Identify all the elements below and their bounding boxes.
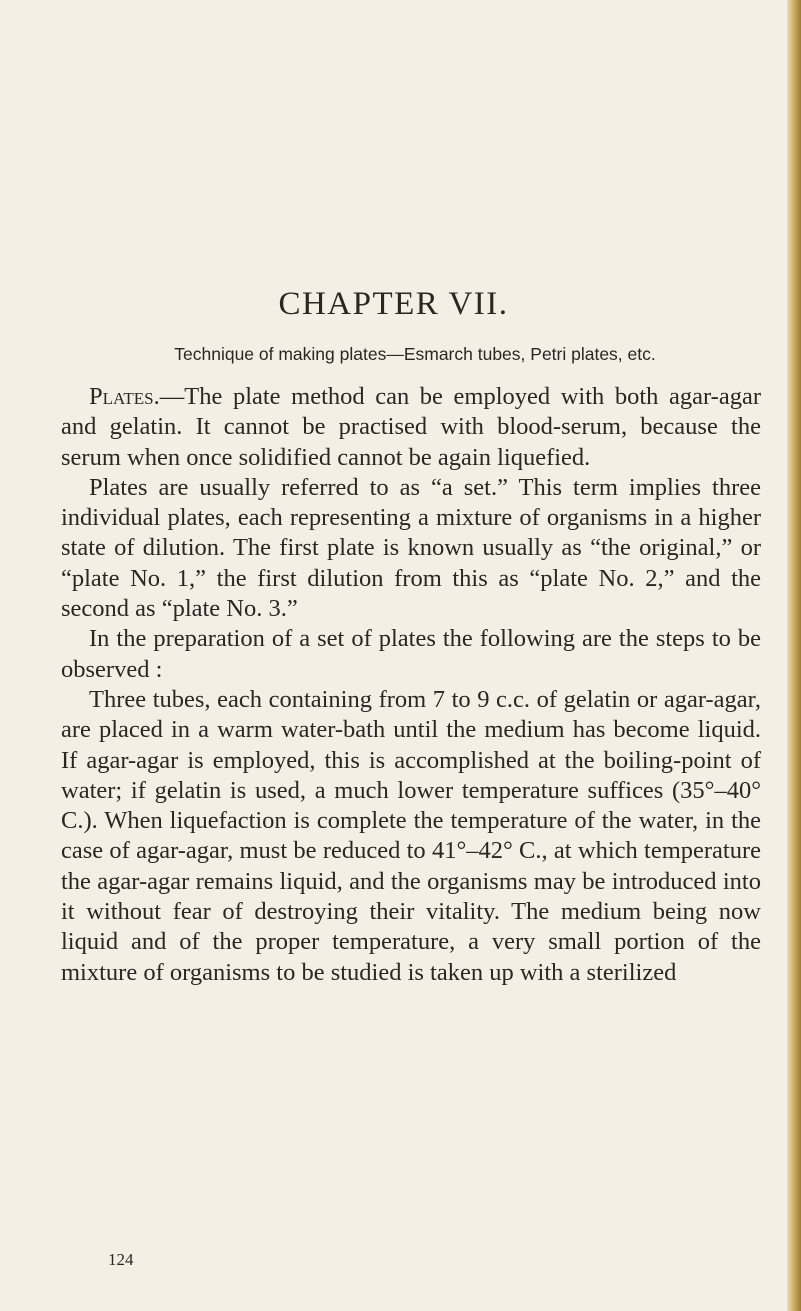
paragraph-set xyxy=(61,473,761,624)
body-text xyxy=(61,382,761,988)
paragraph-plates xyxy=(61,382,761,473)
chapter-subtitle: Technique of making plates—Esmarch tubes, Petri plates, etc. xyxy=(174,344,656,364)
paragraph-text: Plates are usually referred to as “a set.” This term implies three individual plates, each representing a mixture of organisms in a higher state of dilution. The first plate is known usually as “the original,” or “plate No. 1,” the first dilution from this as “plate No. 2,” and the second as “plate No. 3.” xyxy=(61,473,761,623)
page-number: 124 xyxy=(108,1250,134,1269)
section-lead: Plates. xyxy=(89,383,160,410)
paragraph-text: Three tubes, each containing from 7 to 9 c.c. of gelatin or agar-agar, are placed in a warm water-bath until the medium has become liquid. If agar-agar is employed, this is accomplished at the boiling-point of water; if gelatin is used, a much lower temperature suffices (35°–40° C.). When liquefaction is complete the temperature of the water, in the case of agar-agar, must be reduced to 41°–42° C., at which temperature the agar-agar remains liquid, and the organisms may be introduced into it without fear of destroying their vitality. The medium being now liquid and of the proper temperature, a very small portion of the mixture of organisms to be studied is taken up with a sterilized xyxy=(61,685,761,986)
chapter-title: CHAPTER VII. xyxy=(278,286,509,322)
paragraph-steps-intro xyxy=(61,624,761,685)
paragraph-text: —The plate method can be employed with both agar-agar and gelatin. It cannot be practised with blood-serum, because the serum when once solidified cannot be again liquefied. xyxy=(61,383,761,471)
page-edge xyxy=(787,0,801,1311)
paragraph-text: In the preparation of a set of plates the following are the steps to be observed : xyxy=(61,625,761,683)
paragraph-tubes xyxy=(61,685,761,988)
